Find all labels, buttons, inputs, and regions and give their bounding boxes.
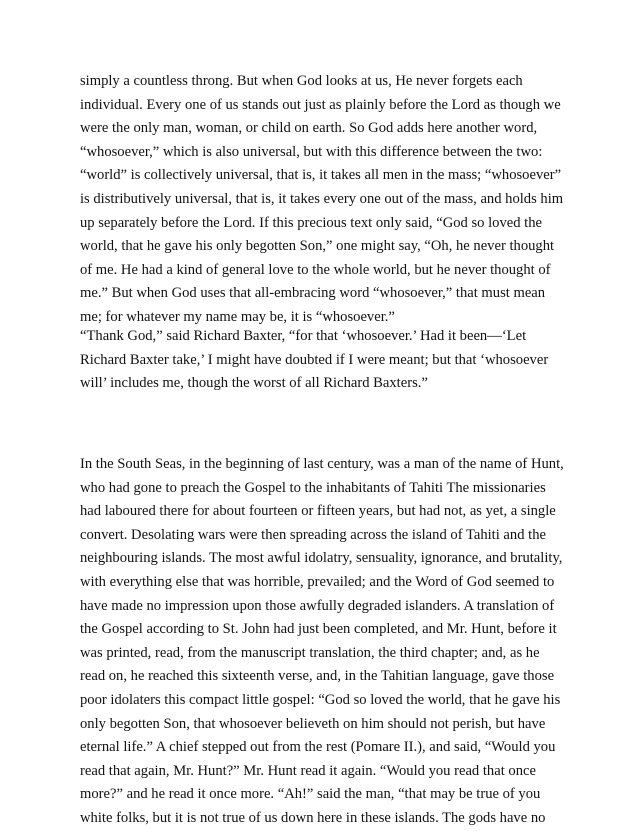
text-line: will’ includes me, though the worst of all Richard Baxters.”	[80, 375, 428, 392]
text-line: world, that he gave his only begotten Son,” one might say, “Oh, he never thought	[80, 238, 555, 255]
text-line: who had gone to preach the Gospel to the inhabitants of Tahiti The missionaries	[80, 479, 546, 496]
text-line: “whosoever,” which is also universal, but with this difference between the two:	[80, 143, 543, 160]
text-line: of me. He had a kind of general love to the whole world, but he never thought of	[80, 261, 551, 278]
text-line: have made no impression upon those awfully degraded islanders. A translation of	[80, 597, 555, 614]
text-line: Richard Baxter take,’ I might have doubted if I were meant; but that ‘whosoever	[80, 351, 549, 368]
text-line: white folks, but it is not true of us down here in these islands. The gods have no	[80, 809, 546, 826]
text-line: up separately before the Lord. If this precious text only said, “God so loved the	[80, 214, 543, 231]
text-line: the Gospel according to St. John had just been completed, and Mr. Hunt, before it	[80, 621, 557, 638]
text-line: poor idolaters this compact little gospel: “God so loved the world, that he gave his	[80, 691, 561, 708]
text-line: “world” is collectively universal, that is, it takes all men in the mass; “whosoever”	[80, 167, 562, 184]
text-line: individual. Every one of us stands out just as plainly before the Lord as though we	[80, 96, 561, 113]
text-line: me.” But when God uses that all-embracing word “whosoever,” that must mean	[80, 285, 546, 302]
text-line: was printed, read, from the manuscript translation, the third chapter; and, as he	[80, 644, 540, 661]
text-line: more?” and he read it once more. “Ah!” said the man, “that may be true of you	[80, 786, 541, 803]
text-line: simply a countless throng. But when God looks at us, He never forgets each	[80, 73, 523, 89]
text-line: “Thank God,” said Richard Baxter, “for that ‘whosoever.’ Had it been—‘Let	[80, 328, 527, 344]
paragraph-richard-baxter	[80, 325, 570, 396]
text-line: convert. Desolating wars were then spreading across the island of Tahiti and the	[80, 526, 546, 543]
text-line: me; for whatever my name may be, it is “whosoever.”	[80, 308, 395, 325]
text-line: eternal life.” A chief stepped out from the rest (Pomare II.), and said, “Would you	[80, 739, 556, 756]
text-line: with everything else that was horrible, prevailed; and the Word of God seemed to	[80, 573, 555, 590]
text-line: had laboured there for about fourteen or fifteen years, but had not, as yet, a single	[80, 503, 556, 520]
text-line: In the South Seas, in the beginning of last century, was a man of the name of Hunt,	[80, 456, 564, 472]
text-line: neighbouring islands. The most awful idolatry, sensuality, ignorance, and brutality,	[80, 550, 563, 567]
text-line: read that again, Mr. Hunt?” Mr. Hunt read it again. “Would you read that once	[80, 762, 536, 779]
text-line: only begotten Son, that whosoever believeth on him should not perish, but have	[80, 715, 546, 732]
text-line: is distributively universal, that is, it takes every one out of the mass, and holds him	[80, 190, 564, 207]
paragraph-south-seas-hunt	[80, 453, 570, 831]
text-line: were the only man, woman, or child on earth. So God adds here another word,	[80, 120, 538, 137]
paragraph-whosoever-universal	[80, 70, 570, 330]
text-line: read on, he reached this sixteenth verse, and, in the Tahitian language, gave those	[80, 668, 555, 685]
